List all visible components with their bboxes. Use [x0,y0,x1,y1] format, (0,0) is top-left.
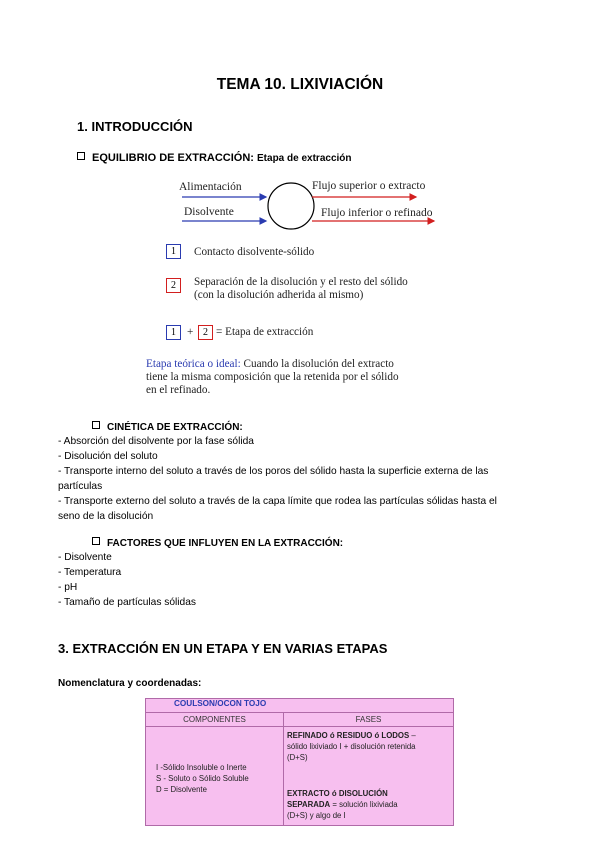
list-item: seno de la disolución [58,511,154,522]
step-2-box: 2 [166,278,181,293]
combo-plus: + [187,326,194,338]
checkbox-bullet-icon [92,537,100,545]
combo-text: = Etapa de extracción [216,326,314,338]
page-title: TEMA 10. LIXIVIACIÓN [216,76,384,93]
refinado-cell: REFINADO ó RESIDUO ó LODOS – sólido lixiviado I + disolución retenida (D+S) [287,731,416,762]
list-item: - pH [58,582,78,593]
underflow-label: Flujo inferior o refinado [321,207,433,219]
section-heading-extraccion: 3. EXTRACCIÓN EN UN ETAPA Y EN VARIAS ETAPAS [58,641,388,656]
list-item: - Tamaño de partículas sólidas [58,597,196,608]
components-list [156,762,249,795]
section-heading-introduccion: 1. INTRODUCCIÓN [77,119,193,134]
list-item: D = Disolvente [156,785,207,794]
list-item: - Transporte interno del soluto a través de los poros del sólido hasta la superficie externa de las [58,466,489,477]
cinetica-heading: CINÉTICA DE EXTRACCIÓN: [92,421,243,433]
checkbox-bullet-icon [77,152,85,160]
equilibrio-heading: EQUILIBRIO DE EXTRACCIÓN: Etapa de extracción [77,152,352,164]
ideal-stage-text: Etapa teórica o ideal: Cuando la disolución del extracto tiene la misma composición que la retenida por el sólido en el refinado. [146,358,399,396]
list-item: - Transporte externo del soluto a través de la capa límite que rodea las partículas sólidas hasta el [58,496,497,507]
list-item: - Disolvente [58,552,112,563]
nomenclature-table [145,698,454,826]
list-item: S - Soluto o Sólido Soluble [156,774,249,783]
list-item: I -Sólido Insoluble o Inerte [156,763,247,772]
step-2-text: Separación de la disolución y el resto del sólido (con la disolución adherida al mismo) [194,276,408,301]
step-1-text: Contacto disolvente-sólido [194,246,315,258]
combo-box-1: 1 [166,325,181,340]
checkbox-bullet-icon [92,421,100,429]
column-header-componentes: COMPONENTES [183,715,246,724]
list-item: partículas [58,481,103,492]
list-item: - Temperatura [58,567,122,578]
step-1-box: 1 [166,244,181,259]
cinetica-list [58,434,558,524]
factores-list [58,550,196,610]
extraction-stage-circle [268,183,314,229]
column-divider [283,712,284,825]
overflow-label: Flujo superior o extracto [312,180,426,192]
nomenclatura-heading: Nomenclatura y coordenadas: [58,678,202,689]
table-title: COULSON/OCON TOJO [174,699,267,708]
feed-label: Alimentación [179,181,242,193]
column-header-fases: FASES [355,715,382,724]
ideal-stage-label: Etapa teórica o ideal: [146,358,241,370]
list-item: - Absorción del disolvente por la fase sólida [58,436,254,447]
combo-box-2: 2 [198,325,213,340]
factores-heading: FACTORES QUE INFLUYEN EN LA EXTRACCIÓN: [92,537,343,549]
list-item: - Disolución del soluto [58,451,158,462]
solvent-label: Disolvente [184,206,234,218]
extracto-cell: EXTRACTO ó DISOLUCIÓN SEPARADA = solución lixiviada (D+S) y algo de I [287,789,398,820]
